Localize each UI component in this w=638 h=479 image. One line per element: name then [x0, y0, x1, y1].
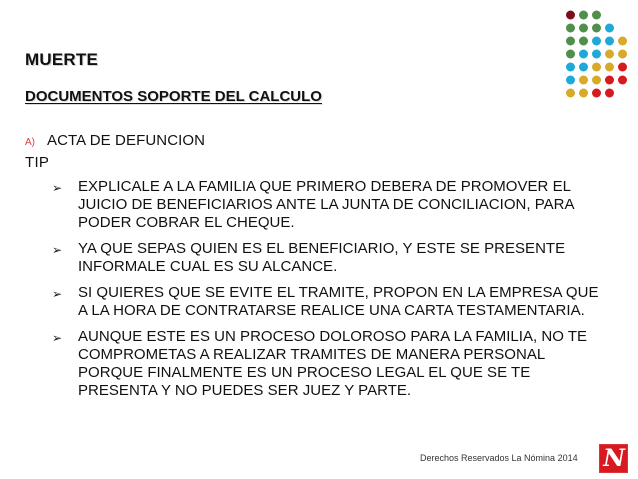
la-nomina-logo [599, 444, 628, 473]
slide-subtitle: DOCUMENTOS SOPORTE DEL CALCULO [25, 88, 322, 105]
slide-title: MUERTE [25, 50, 98, 69]
tip-text-4: AUNQUE ESTE ES UN PROCESO DOLOROSO PARA LA FAMILIA, NO TE COMPROMETAS A REALIZAR TRAMITES DE MANERA PERSONAL PORQUE FINALMENTE ES UN PROCESO LEGAL EL QUE SE TE PRESENTA Y NO PUEDES SER JUEZ Y PARTE. [78, 328, 588, 399]
tip-text-2: YA QUE SEPAS QUIEN ES EL BENEFICIARIO, Y ESTE SE PRESENTE INFORMALE CUAL ES SU ALCANCE. [78, 240, 566, 275]
list-item-a: ACTA DE DEFUNCION [47, 132, 206, 149]
arrow-right-icon: ➢ [52, 243, 63, 257]
tip-bullet-2 [46, 240, 626, 276]
dot-grid-icon [566, 8, 630, 98]
arrow-right-icon: ➢ [52, 331, 63, 345]
tip-text-1: EXPLICALE A LA FAMILIA QUE PRIMERO DEBERA DE PROMOVER EL JUICIO DE BENEFICIARIOS ANTE LA JUNTA DE CONCILIACION, PARA PODER COBRAR EL CHEQUE. [78, 178, 574, 231]
tip-bullet-4 [46, 328, 626, 400]
arrow-right-icon: ➢ [52, 181, 63, 195]
tip-list [46, 178, 626, 408]
tip-bullet-3 [46, 284, 626, 320]
tip-label: TIP [25, 154, 50, 171]
logo-letter: N [600, 443, 628, 472]
arrow-right-icon: ➢ [52, 287, 63, 301]
footer-copyright: Derechos Reservados La Nómina 2014 [420, 453, 578, 463]
list-marker-a: A) [25, 137, 35, 148]
tip-bullet-1 [46, 178, 626, 232]
tip-text-3: SI QUIERES QUE SE EVITE EL TRAMITE, PROPON EN LA EMPRESA QUE A LA HORA DE CONTRATARSE REALICE UNA CARTA TESTAMENTARIA. [78, 284, 599, 319]
